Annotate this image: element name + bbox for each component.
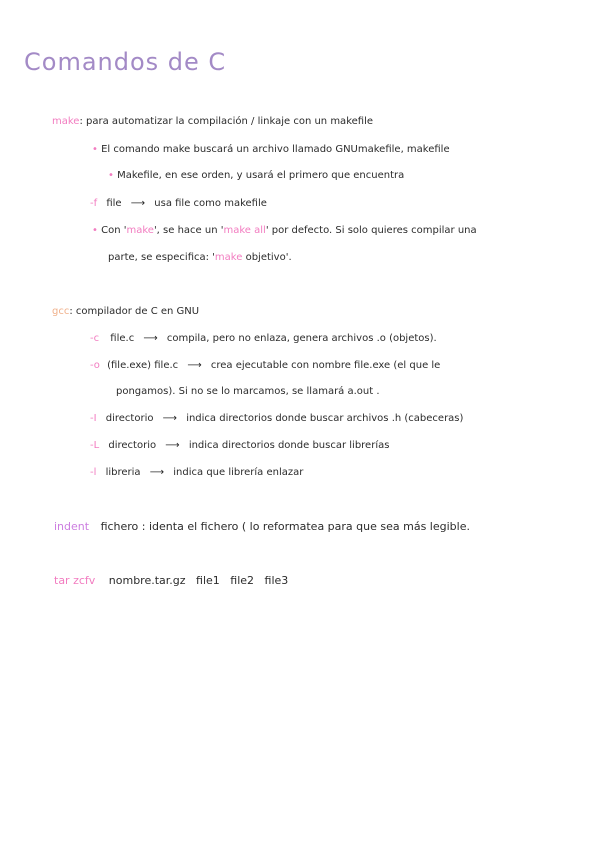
bullet-text: objetivo'. xyxy=(242,252,292,263)
option-description: indica que librería enlazar xyxy=(173,467,304,478)
gcc-option-o-continued xyxy=(116,386,380,397)
option-arg: directorio xyxy=(105,413,154,424)
option-description: compila, pero no enlaza, genera archivos .o (objetos). xyxy=(166,333,437,344)
make-heading xyxy=(52,116,373,127)
option-arg: file xyxy=(106,198,122,209)
bullet-text-rest: buscará un archivo llamado GNUmakefile, makefile xyxy=(190,144,450,155)
bullet-text: Con ' xyxy=(101,225,127,236)
option-description: indica directorios donde buscar librerías xyxy=(188,440,390,451)
bullet-command: make xyxy=(162,144,191,155)
tar-command: tar zcfv xyxy=(54,574,96,587)
option-description: usa file como makefile xyxy=(154,198,267,209)
option-arg: file.c xyxy=(110,333,135,344)
tar-description: nombre.tar.gz file1 file2 file3 xyxy=(108,574,289,587)
gcc-option-I xyxy=(90,413,463,424)
option-flag: -L xyxy=(90,440,100,451)
option-flag: -o xyxy=(90,360,100,371)
option-description: indica directorios donde buscar archivos .h (cabeceras) xyxy=(186,413,464,424)
make-bullet-3-continued xyxy=(108,252,292,263)
gcc-option-o xyxy=(90,360,440,371)
option-flag: -c xyxy=(90,333,100,344)
option-arg: directorio xyxy=(108,440,157,451)
bullet-text: parte, se especifica: ' xyxy=(108,252,215,263)
arrow-icon: ⟶ xyxy=(187,360,202,371)
gcc-option-L xyxy=(90,440,389,451)
page-title: Comandos de C xyxy=(24,48,227,76)
make-option-f xyxy=(90,198,267,209)
gcc-command: gcc xyxy=(52,306,70,317)
option-flag: -l xyxy=(90,467,97,478)
bullet-command-2: make all xyxy=(223,225,266,236)
gcc-option-l xyxy=(90,467,303,478)
option-description: crea ejecutable con nombre file.exe (el que le xyxy=(210,360,441,371)
bullet-command: make xyxy=(126,225,154,236)
indent-command: indent xyxy=(54,520,90,533)
option-description: pongamos). Si no se lo marcamos, se llamará a.out . xyxy=(116,386,380,397)
bullet-text: ', se hace un ' xyxy=(153,225,224,236)
bullet-text: ' por defecto. Si solo quieres compilar una xyxy=(265,225,477,236)
indent-line xyxy=(54,520,470,533)
gcc-heading xyxy=(52,306,199,317)
arrow-icon: ⟶ xyxy=(130,198,146,209)
make-command: make xyxy=(52,116,80,127)
gcc-description: : compilador de C en GNU xyxy=(69,306,200,317)
make-bullet-1 xyxy=(92,144,450,155)
bullet-command-3: make xyxy=(214,252,243,263)
bullet-marker: • xyxy=(108,170,114,181)
arrow-icon: ⟶ xyxy=(162,413,177,424)
bullet-text: Makefile, en ese orden, y usará el primero que encuentra xyxy=(117,170,405,181)
option-arg: (file.exe) file.c xyxy=(107,360,179,371)
option-arg: libreria xyxy=(105,467,141,478)
make-description: : para automatizar la compilación / linkaje con un makefile xyxy=(79,116,374,127)
option-flag: -f xyxy=(90,198,98,209)
arrow-icon: ⟶ xyxy=(165,440,180,451)
bullet-marker: • xyxy=(92,225,98,236)
indent-description: fichero : identa el fichero ( lo reformatea para que sea más legible. xyxy=(100,520,470,533)
make-bullet-3 xyxy=(92,225,477,236)
bullet-text: El comando xyxy=(101,144,163,155)
make-bullet-2 xyxy=(108,170,404,181)
bullet-marker: • xyxy=(92,144,98,155)
arrow-icon: ⟶ xyxy=(149,467,165,478)
option-flag: -I xyxy=(90,413,97,424)
arrow-icon: ⟶ xyxy=(143,333,158,344)
gcc-option-c xyxy=(90,333,437,344)
tar-line xyxy=(54,574,288,587)
